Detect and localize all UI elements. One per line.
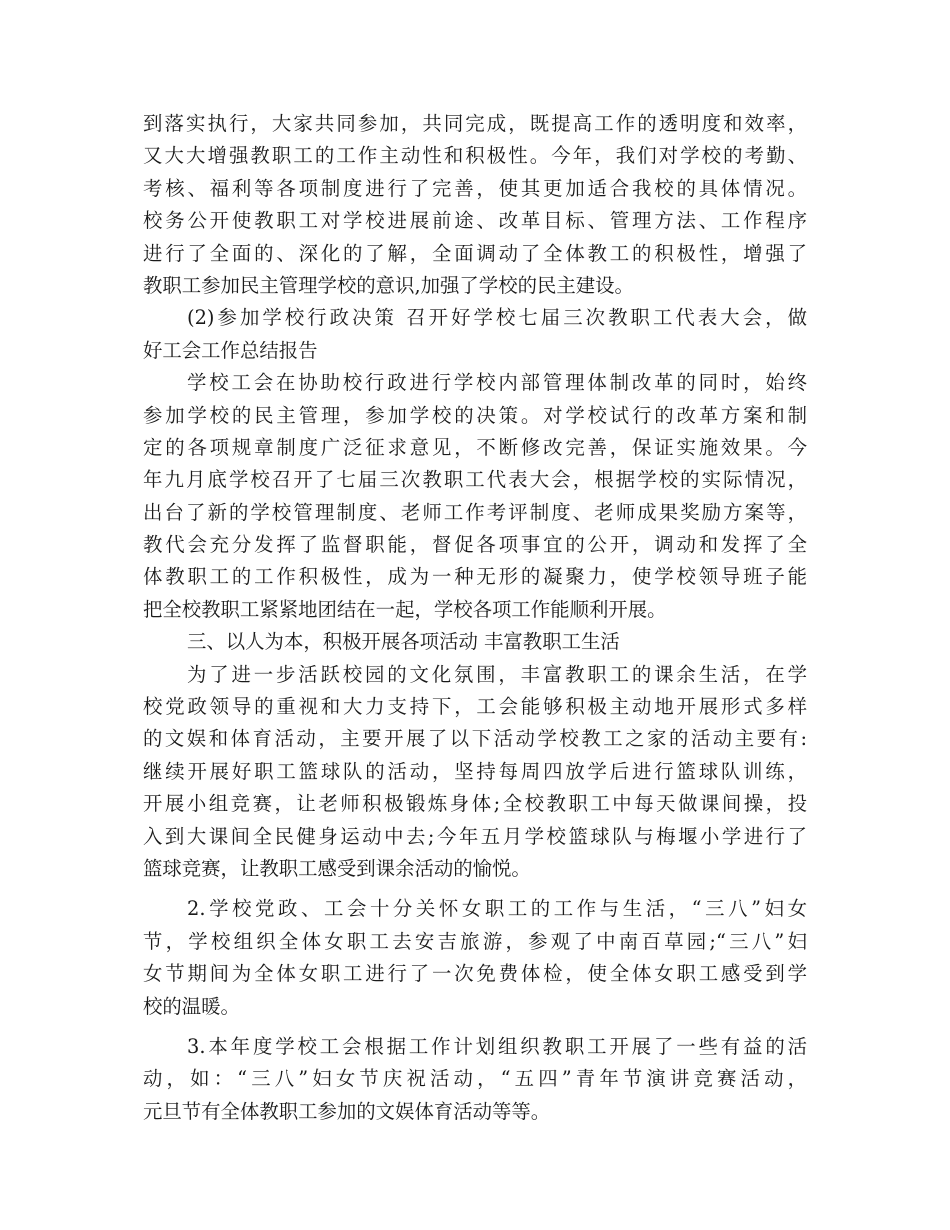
text-line: 体教职工的工作积极性，成为一种无形的凝聚力，使学校领导班子能 xyxy=(143,565,807,589)
text-line: 校务公开使教职工对学校进展前途、改革目标、管理方法、工作程序 xyxy=(143,209,807,233)
text-line: 篮球竞赛，让教职工感受到课余活动的愉悦。 xyxy=(143,856,531,880)
text-line: 好工会工作总结报告 xyxy=(143,338,318,362)
section-heading xyxy=(143,626,807,658)
document-body xyxy=(143,108,807,1128)
text-line: 继续开展好职工篮球队的活动，坚持每周四放学后进行篮球队训练， xyxy=(143,759,807,783)
text-line: 进行了全面的、深化的了解，全面调动了全体教工的积极性，增强了 xyxy=(143,241,807,265)
text-line: 学校工会在协助校行政进行学校内部管理体制改革的同时，始终 xyxy=(187,371,807,395)
text-line: 出台了新的学校管理制度、老师工作考评制度、老师成果奖励方案等， xyxy=(143,500,807,524)
paragraph-2 xyxy=(143,302,807,367)
text-line: 把全校教职工紧紧地团结在一起，学校各项工作能顺利开展。 xyxy=(143,597,667,621)
text-line: 教职工参加民主管理学校的意识,加强了学校的民主建设。 xyxy=(143,273,634,297)
paragraph-5 xyxy=(143,659,807,886)
text-line: 女节期间为全体女职工进行了一次免费体检，使全体女职工感受到学 xyxy=(143,962,807,986)
text-line: 为了进一步活跃校园的文化氛围，丰富教职工的课余生活，在学 xyxy=(187,662,807,686)
text-line: 3.本年度学校工会根据工作计划组织教职工开展了一些有益的活 xyxy=(187,1034,807,1058)
text-line: 的文娱和体育活动，主要开展了以下活动学校教工之家的活动主要有: xyxy=(143,727,807,751)
paragraph-7 xyxy=(143,1031,807,1128)
paragraph-gap xyxy=(143,1023,807,1031)
text-line: 开展小组竞赛，让老师积极锻炼身体;全校教职工中每天做课间操，投 xyxy=(143,792,807,816)
text-line: 教代会充分发挥了监督职能，督促各项事宜的公开，调动和发挥了全 xyxy=(143,533,807,557)
paragraph-6 xyxy=(143,893,807,1023)
text-line: 三、以人为本，积极开展各项活动 丰富教职工生活 xyxy=(187,630,620,654)
text-line: 入到大课间全民健身运动中去;今年五月学校篮球队与梅堰小学进行了 xyxy=(143,824,807,848)
text-line: 元旦节有全体教职工参加的文娱体育活动等等。 xyxy=(143,1099,551,1123)
text-line: 校的温暖。 xyxy=(143,994,240,1018)
text-line: 到落实执行，大家共同参加，共同完成，既提高工作的透明度和效率， xyxy=(143,112,807,135)
paragraph-gap xyxy=(143,885,807,893)
text-line: 定的各项规章制度广泛征求意见，不断修改完善，保证实施效果。今 xyxy=(143,435,807,459)
text-line: 年九月底学校召开了七届三次教职工代表大会，根据学校的实际情况， xyxy=(143,468,807,492)
paragraph-1 xyxy=(143,108,807,302)
text-line: 2.学校党政、工会十分关怀女职工的工作与生活，“三八”妇女 xyxy=(187,897,807,921)
text-line: 考核、福利等各项制度进行了完善，使其更加适合我校的具体情况。 xyxy=(143,176,807,200)
text-line: 节，学校组织全体女职工去安吉旅游，参观了中南百草园;“三八”妇 xyxy=(143,929,807,953)
text-line: 又大大增强教职工的工作主动性和积极性。今年，我们对学校的考勤、 xyxy=(143,144,807,168)
text-line: 动，如：“三八”妇女节庆祝活动，“五四”青年节演讲竞赛活动， xyxy=(143,1067,807,1091)
text-line: (2)参加学校行政决策 召开好学校七届三次教职工代表大会，做 xyxy=(187,306,807,330)
text-line: 参加学校的民主管理，参加学校的决策。对学校试行的改革方案和制 xyxy=(143,403,807,427)
text-line: 校党政领导的重视和大力支持下，工会能够积极主动地开展形式多样 xyxy=(143,695,807,719)
paragraph-3 xyxy=(143,367,807,626)
